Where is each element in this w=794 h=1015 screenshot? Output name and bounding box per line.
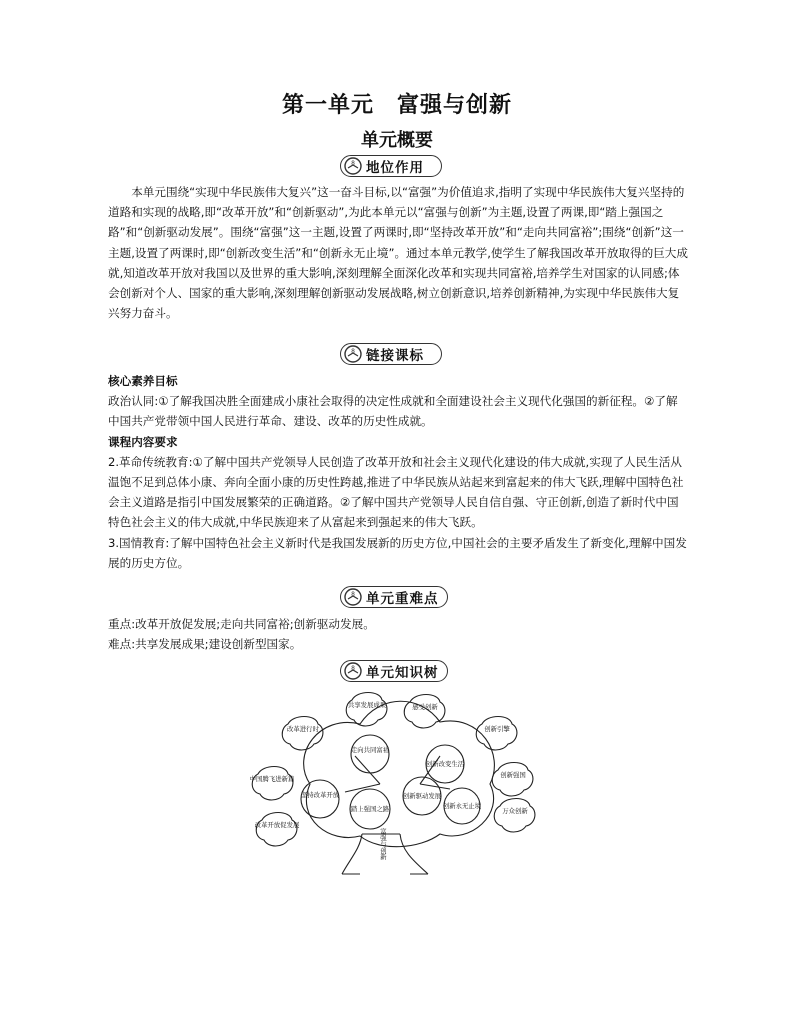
leaf-cloud [346, 693, 387, 727]
svg-text:8: 8 [351, 160, 355, 167]
tree-leaf-text: 感受创新 [412, 703, 438, 711]
leaf-cloud [256, 813, 297, 847]
content-heading: 课程内容要求 [108, 434, 178, 449]
position-text: 本单元围绕“实现中华民族伟大复兴”这一奋斗目标,以“富强”为价值追求,指明了实现中华民族伟大复兴坚持的道路和实现的战略,即“改革开放”和“创新驱动”,为此本单元以“富强与创新”为主题,设置了两课,即“踏上强国之路”和“创新驱动发展”。围绕“富强”这一主题,设置了两课时,即“坚持改革开放”和“走向共同富裕”;围绕“创新”这一主题,设置了两课时,即“创新改变生活”和“创新永无止境”。通过本单元教学,使学生了解我国改革开放取得的巨大成就,知道改革开放对我国以及世界的重大影响,深刻理解全面深化改革和实现共同富裕,培养学生对国家的认同感;体会创新对个人、国家的重大影响,深刻理解创新驱动发展战略,树立创新意识,培养创新精神,为实现中华民族伟大复兴努力奋斗。 [108, 185, 688, 321]
tree-leaf-text: 万众创新 [502, 807, 528, 815]
page-subtitle: 单元概要 [361, 130, 433, 151]
book-icon [344, 588, 362, 606]
leaf-cloud [404, 695, 445, 729]
keypoints-block [108, 614, 688, 654]
key-points: 重点:改革开放促发展;走向共同富裕;创新驱动发展。 [108, 617, 375, 631]
tree-node-text: 坚持改革开放 [300, 791, 340, 799]
tree-root-label: 富强与创新 [379, 828, 387, 860]
tree-leaf-text: 改革开放促发展 [254, 821, 300, 829]
section-badge-standards [340, 343, 442, 365]
leaf-cloud [494, 799, 535, 833]
svg-text:8: 8 [351, 665, 355, 672]
node-circle [351, 735, 389, 773]
section-badge-tree [340, 660, 448, 682]
canopy [304, 701, 495, 846]
section-label: 单元知识树 [366, 665, 439, 681]
tree-leaf-text: 改革进行时 [287, 725, 319, 733]
tree-leaf-text: 创新引擎 [484, 725, 510, 733]
trunk-right [400, 834, 428, 874]
section-badge-keypoints [340, 586, 448, 608]
tree-node-text: 创新驱动发展 [402, 792, 442, 800]
core-heading: 核心素养目标 [108, 374, 178, 388]
core-text: 政治认同:①了解我国决胜全面建成小康社会取得的决定性成就和全面建设社会主义现代化强国的新征程。②了解中国共产党带领中国人民进行革命、建设、改革的历史性成就。 [108, 394, 678, 429]
book-icon [344, 662, 362, 680]
section-label: 单元重难点 [366, 591, 439, 607]
leaf-cloud [476, 717, 517, 751]
section-label: 链接课标 [366, 348, 424, 364]
svg-text:8: 8 [351, 348, 355, 355]
tree-leaf-text: 创新强国 [500, 771, 526, 779]
tree-leaf-text: 共享发展成果 [347, 701, 387, 709]
section-label: 地位作用 [366, 160, 424, 176]
book-icon [344, 157, 362, 175]
leaf-cloud [492, 763, 533, 797]
book-icon [344, 345, 362, 363]
tree-node-text: 踏上强国之路 [350, 805, 390, 813]
knowledge-tree [250, 684, 550, 880]
tree-leaf-text: 中国腾飞进新篇 [250, 775, 295, 783]
section-badge-position [340, 155, 442, 177]
standards-block [108, 371, 688, 573]
tree-node-text: 创新改变生活 [425, 760, 465, 768]
tree-node-text: 走向共同富裕 [350, 746, 390, 754]
leaf-cloud [252, 767, 293, 801]
page-title: 第一单元 富强与创新 [281, 93, 512, 118]
leaf-cloud [282, 717, 323, 751]
content-item-2: 2.革命传统教育:①了解中国共产党领导人民创造了改革开放和社会主义现代化建设的伟大成就,实现了人民生活从温饱不足到总体小康、奔向全面小康的历史性跨越,推进了中华民族从站起来到富起来的伟大飞跃,理解中国特色社会主义道路是指引中国发展繁荣的正确道路。②了解中国共产党领导人民自信自强、守正创新,创造了新时代中国特色社会主义的伟大成就,中华民族迎来了从富起来到强起来的伟大飞跃。 [108, 454, 684, 530]
trunk-left [342, 834, 362, 874]
position-paragraph [108, 182, 688, 323]
svg-text:8: 8 [351, 591, 355, 598]
difficult-points: 难点:共享发展成果;建设创新型国家。 [108, 637, 302, 652]
content-item-3: 3.国情教育:了解中国特色社会主义新时代是我国发展新的历史方位,中国社会的主要矛盾发生了新变化,理解中国发展的历史方位。 [108, 535, 687, 570]
tree-node-text: 创新永无止境 [442, 802, 482, 810]
